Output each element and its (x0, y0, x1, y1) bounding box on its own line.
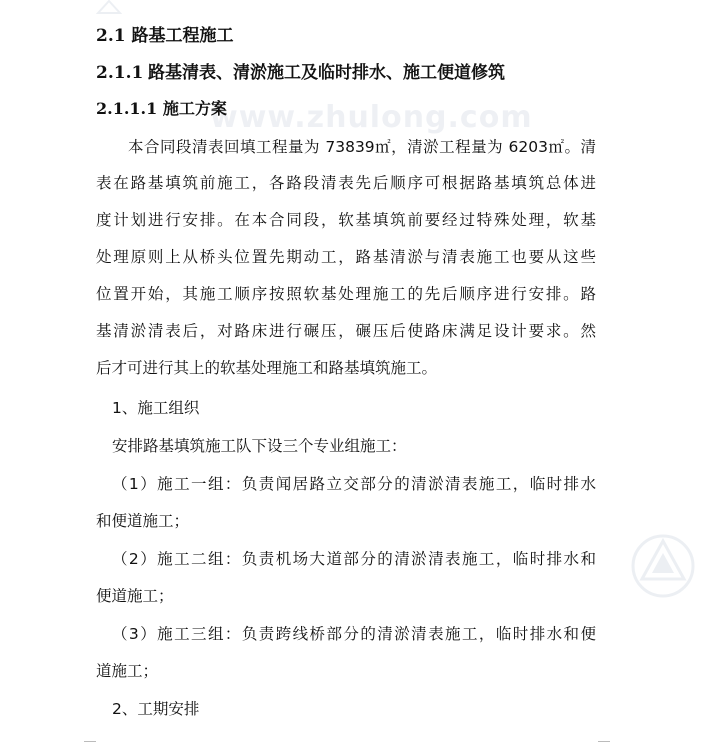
section-title: 1、施工组织 (112, 399, 200, 417)
section-title: 2、工期安排 (112, 700, 200, 718)
paragraph-line: 处理原则上从桥头位置先期动工，路基清淤与清表施工也要从这些 (96, 248, 596, 266)
paragraph-line: 度计划进行安排。在本合同段，软基填筑前要经过特殊处理，软基 (96, 211, 596, 229)
page-corner-mark (84, 741, 96, 742)
paragraph-line: 后才可进行其上的软基处理施工和路基填筑施工。 (96, 359, 438, 377)
watermark-text: www.zhulong.com (210, 100, 533, 135)
group-item-line: （2）施工二组：负责机场大道部分的清淤清表施工，临时排水和 (112, 550, 596, 568)
heading-level-1: 2.1 路基工程施工 (96, 26, 234, 46)
paragraph-line: 表在路基填筑前施工，各路段清表先后顺序可根据路基填筑总体进 (96, 174, 596, 192)
section-intro: 安排路基填筑施工队下设三个专业组施工： (112, 437, 407, 455)
group-item-line: （3）施工三组：负责跨线桥部分的清淤清表施工，临时排水和便 (112, 625, 596, 643)
watermark-logo-top-icon (96, 0, 122, 14)
group-item-line: 道施工； (96, 662, 159, 680)
group-item-line: （1）施工一组：负责闻居路立交部分的清淤清表施工，临时排水 (112, 475, 596, 493)
paragraph-line: 位置开始，其施工顺序按照软基处理施工的先后顺序进行安排。路 (96, 285, 596, 303)
paragraph-line: 本合同段清表回填工程量为 73839㎡，清淤工程量为 6203㎡。清 (128, 138, 596, 156)
group-item-line: 便道施工； (96, 587, 174, 605)
heading-level-2-number: 2.1.1 (96, 63, 144, 83)
heading-level-2 (96, 63, 505, 83)
heading-level-3: 2.1.1.1 施工方案 (96, 99, 227, 118)
paragraph-line: 基清淤清表后，对路床进行碾压，碾压后使路床满足设计要求。然 (96, 322, 596, 340)
page-corner-mark (598, 741, 610, 742)
group-item-line: 和便道施工； (96, 512, 190, 530)
heading-level-2-text: 路基清表、清淤施工及临时排水、施工便道修筑 (148, 63, 505, 83)
watermark-logo-right-icon (628, 531, 698, 601)
